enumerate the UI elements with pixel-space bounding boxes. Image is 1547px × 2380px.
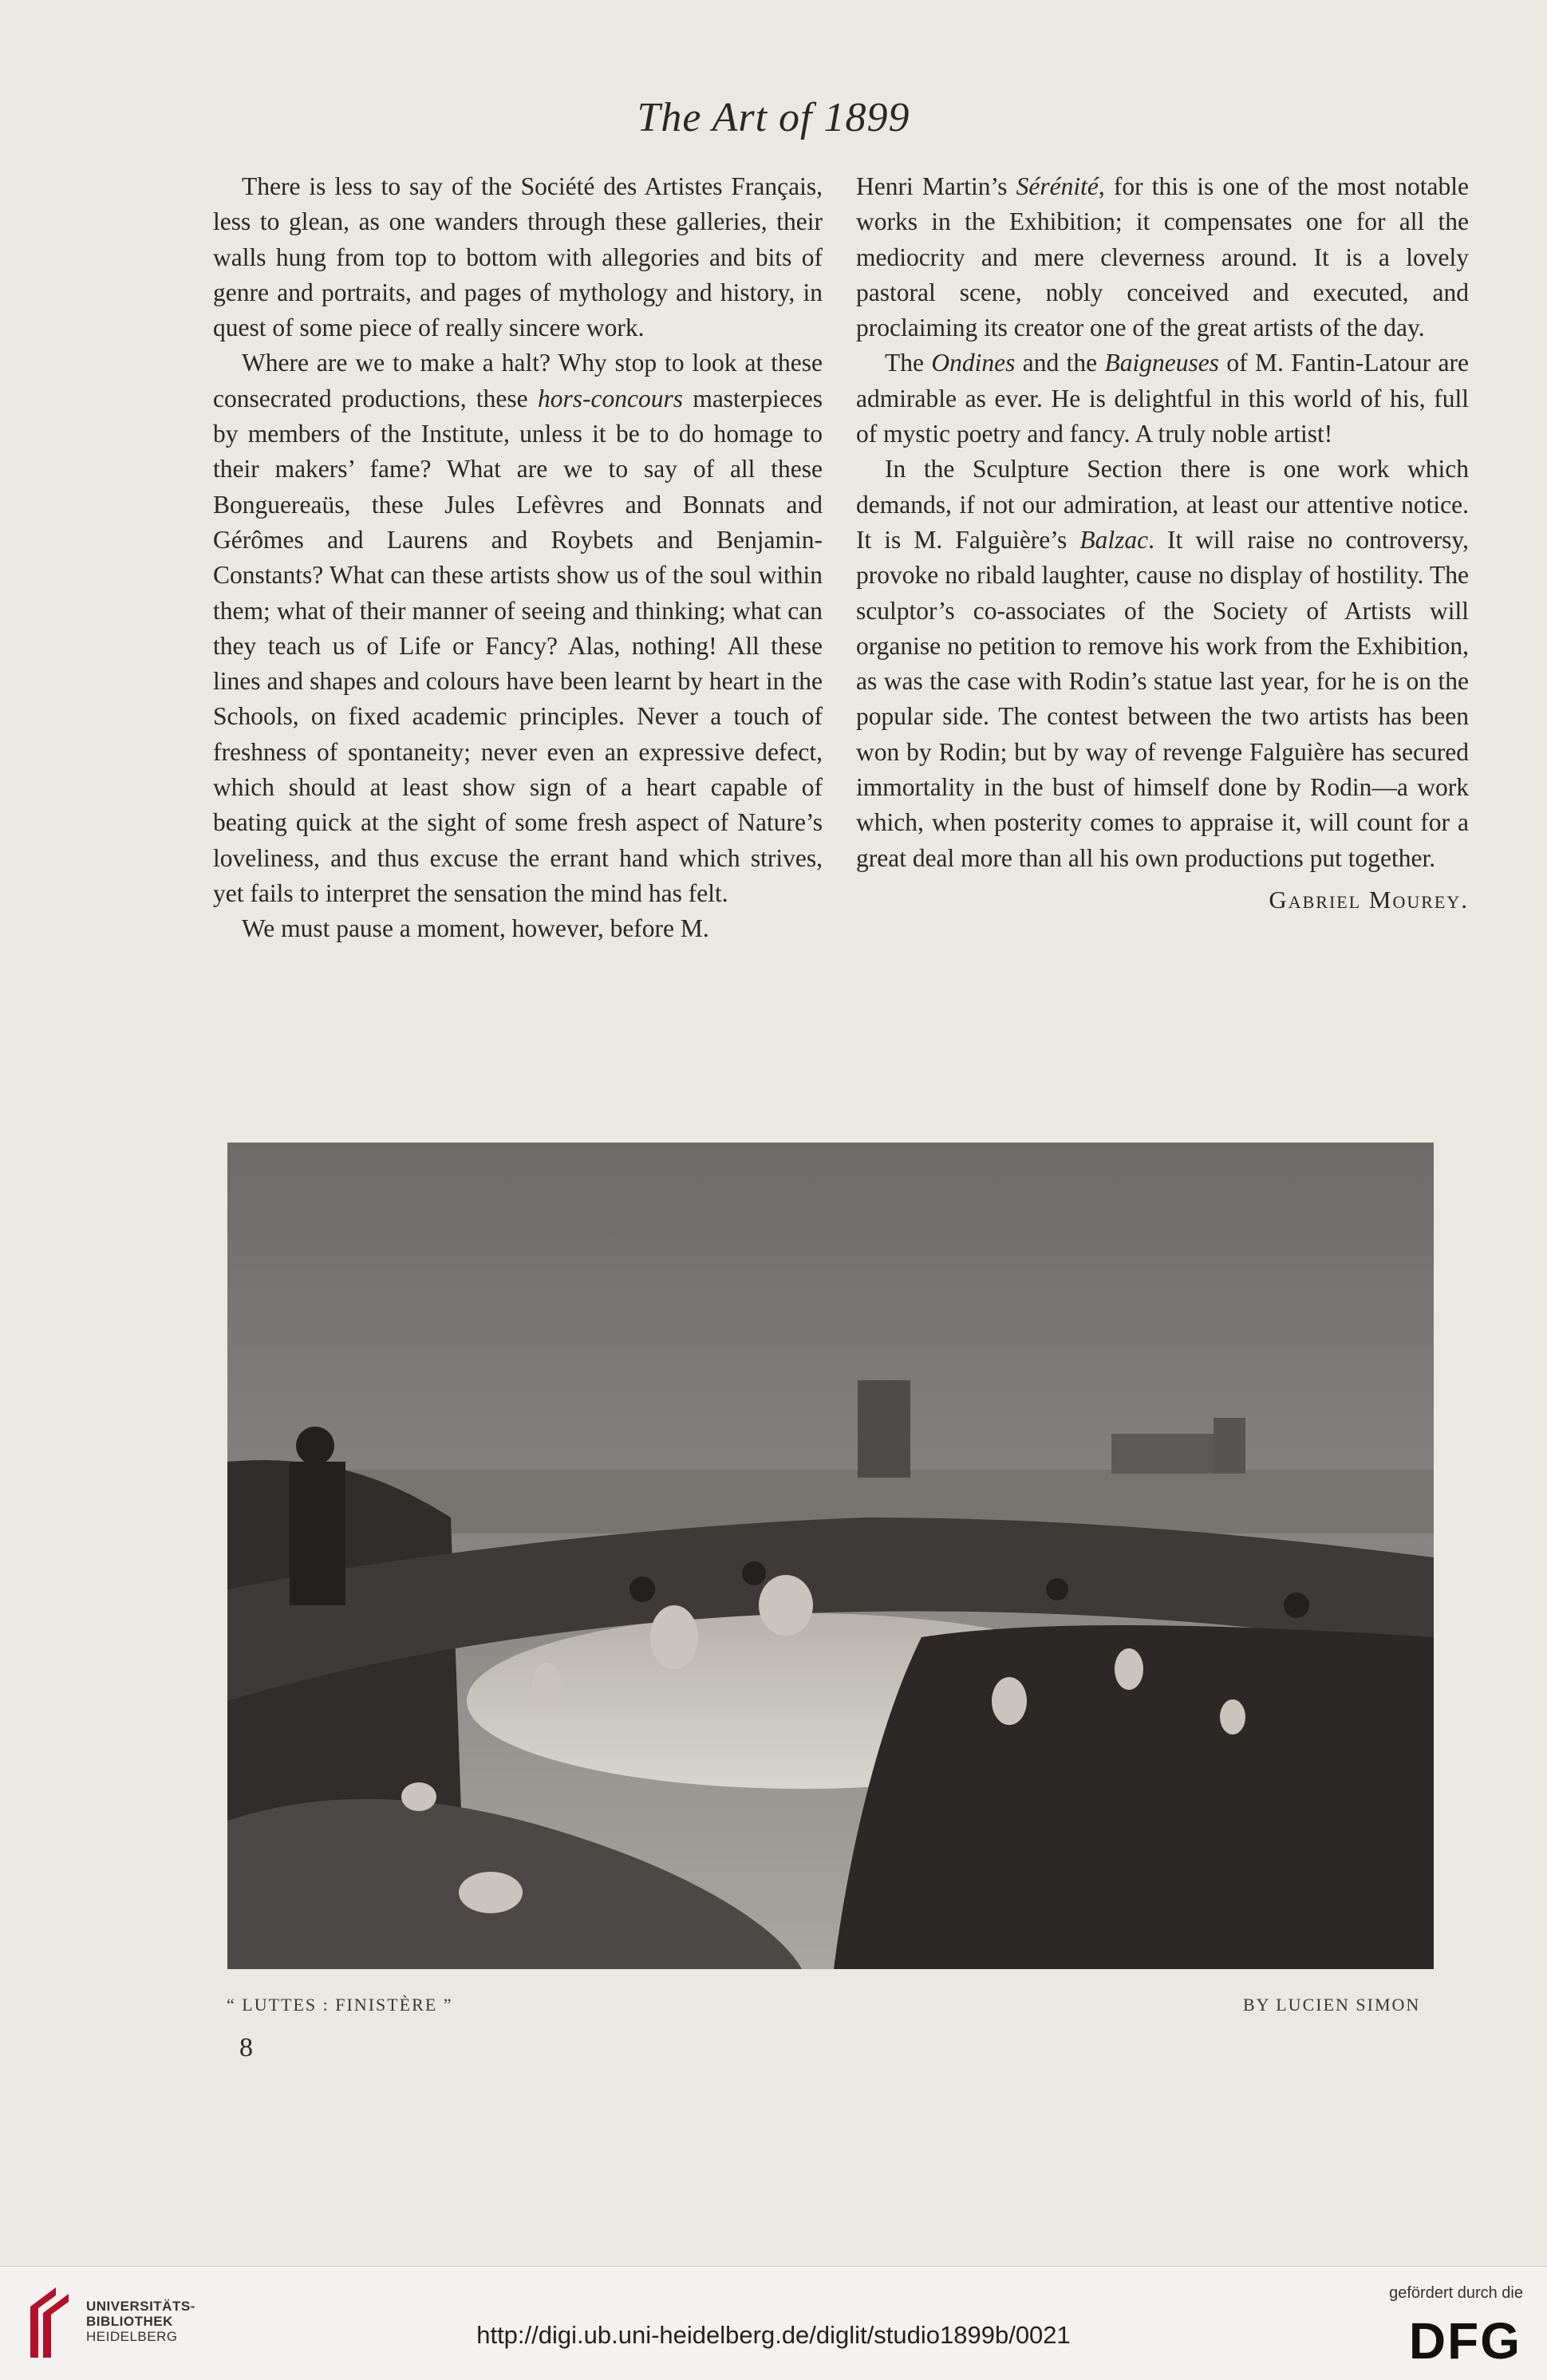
- dfg-logo: DFG: [1408, 2312, 1521, 2370]
- painting-illustration: [227, 1143, 1434, 1969]
- funding-note: gefördert durch die: [1389, 2284, 1523, 2302]
- plate-caption-title: “ LUTTES : FINISTÈRE ”: [227, 1995, 453, 2015]
- author-signature: Gabriel Mourey.: [1269, 885, 1469, 914]
- italic-term-hors-concours: hors-concours: [537, 384, 683, 412]
- left-text-column: [213, 169, 823, 947]
- left-paragraph-3: We must pause a moment, however, before M.: [242, 914, 709, 943]
- library-name: UNIVERSITÄTS- BIBLIOTHEK HEIDELBERG: [86, 2299, 195, 2344]
- right-paragraph-2: The Ondines and the Baigneuses of M. Fantin-Latour are admirable as ever. He is delightful in this world of his, full of mystic poetry and fancy. A truly noble artist!: [856, 349, 1469, 448]
- permalink-url[interactable]: http://digi.ub.uni-heidelberg.de/diglit/studio1899b/0021: [476, 2321, 1071, 2349]
- digital-library-footer: [0, 2266, 1547, 2380]
- italic-title-baigneuses: Baigneuses: [1104, 349, 1219, 377]
- page-number: 8: [239, 2033, 253, 2062]
- italic-title-serenite: Sérénité: [1016, 172, 1099, 200]
- right-text-column: [856, 169, 1469, 918]
- right-paragraph-1: Henri Martin’s Sérénité, for this is one of the most notable works in the Exhibition; it compensates one for all the mediocrity and mere cleverness around. It is a lovely pastoral scene, nobly conceived and executed, and proclaiming its creator one of the great artists of the day.: [856, 172, 1469, 342]
- plate-caption-artist: BY LUCIEN SIMON: [1243, 1995, 1421, 2015]
- left-paragraph-1: There is less to say of the Société des Artistes Français, less to glean, as one wanders through these galleries, their walls hung from top to bottom with allegories and bits of genre and portraits, and pages of mythology and history, in quest of some piece of really sincere work.: [213, 172, 823, 342]
- painting-plate: [227, 1143, 1434, 1969]
- running-head: The Art of 1899: [637, 95, 910, 140]
- right-paragraph-3: In the Sculpture Section there is one work which demands, if not our admiration, at least our attentive notice. It is M. Falguière’s Balzac. It will raise no controversy, provoke no ribald laughter, cause no display of hostility. The sculptor’s co-associates of the Society of Artists will organise no petition to remove his work from the Exhibition, as was the case with Rodin’s statue last year, for he is on the popular side. The contest between the two artists has been won by Rodin; but by way of revenge Falguière has secured immortality in the bust of himself done by Rodin—a work which, when posterity comes to appraise it, will count for a great deal more than all his own productions put together.: [856, 455, 1469, 872]
- italic-title-balzac: Balzac: [1079, 525, 1149, 554]
- left-paragraph-2: Where are we to make a halt? Why stop to look at these consecrated productions, these hors-concours masterpieces by members of the Institute, unless it be to do homage to their makers’ fame? What are we to say of all these Bonguereaüs, these Jules Lefèvres and Bonnats and Gérômes and Laurens and Roybets and Benjamin-Constants? What can these artists show us of the soul within them; what of their manner of seeing and thinking; what can they teach us of Life or Fancy? Alas, nothing! All these lines and shapes and colours have been learnt by heart in the Schools, on fixed academic principles. Never a touch of freshness of spontaneity; never even an expressive defect, which should at least show sign of a heart capable of beating quick at the sight of some fresh aspect of Nature’s loveliness, and thus excuse the errant hand which strives, yet fails to interpret the sensation the mind has felt.: [213, 349, 823, 907]
- italic-title-ondines: Ondines: [931, 349, 1016, 377]
